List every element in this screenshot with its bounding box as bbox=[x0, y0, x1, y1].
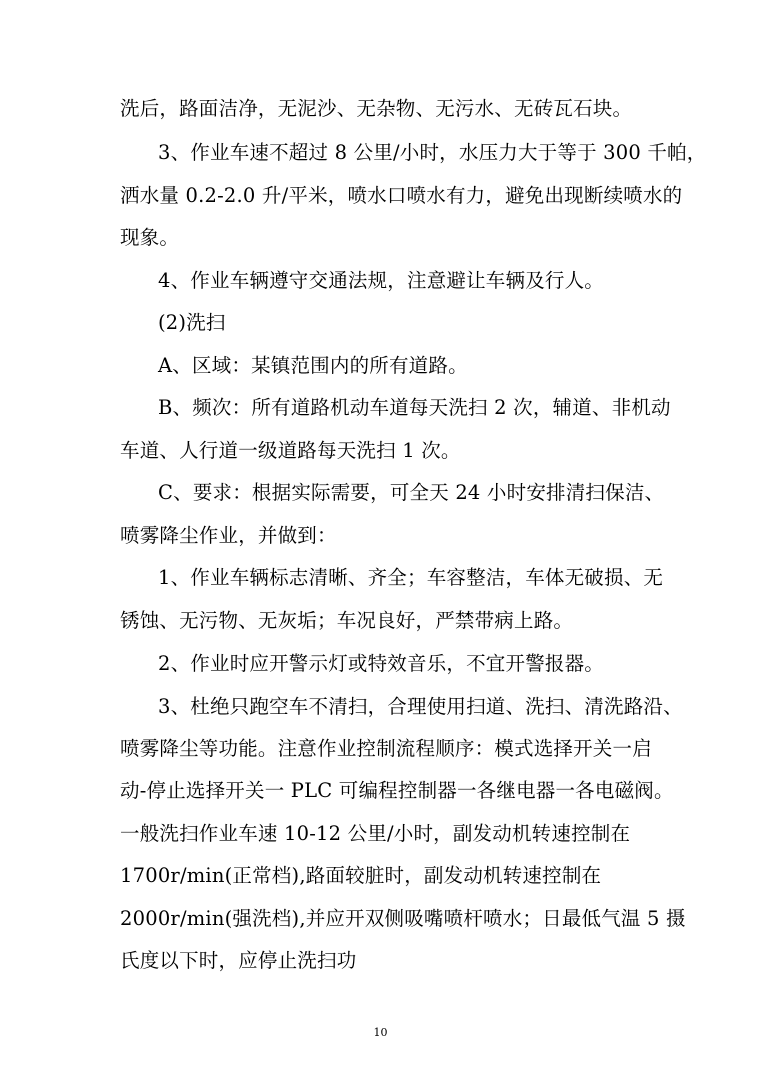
text-line: C、要求：根据实际需要，可全天 24 小时安排清扫保洁、 bbox=[158, 481, 665, 504]
text-line: 洒水量 0.2-2.0 升/平米，喷水口喷水有力，避免出现断续喷水的 bbox=[120, 184, 683, 207]
text-line: 现象。 bbox=[120, 226, 180, 249]
text-line: B、频次：所有道路机动车道每天洗扫 2 次，辅道、非机动 bbox=[158, 396, 671, 419]
text-line: 1700r/min(正常档),路面较脏时，副发动机转速控制在 bbox=[120, 864, 602, 887]
text-line: 洗后，路面洁净，无泥沙、无杂物、无污水、无砖瓦石块。 bbox=[120, 97, 633, 120]
section-heading: (2)洗扫 bbox=[158, 311, 226, 334]
text-line: 1、作业车辆标志清晰、齐全；车容整洁，车体无破损、无 bbox=[158, 566, 664, 589]
text-line: 3、作业车速不超过 8 公里/小时，水压力大于等于 300 千帕， bbox=[158, 141, 707, 164]
text-line: 2000r/min(强洗档),并应开双侧吸嘴喷杆喷水；日最低气温 5 摄 bbox=[120, 907, 686, 930]
text-line: 4、作业车辆遵守交通法规，注意避让车辆及行人。 bbox=[158, 269, 605, 292]
text-line: 一般洗扫作业车速 10-12 公里/小时，副发动机转速控制在 bbox=[120, 822, 631, 845]
text-line: 锈蚀、无污物、无灰垢；车况良好，严禁带病上路。 bbox=[120, 609, 574, 632]
text-line: 2、作业时应开警示灯或特效音乐，不宜开警报器。 bbox=[158, 652, 605, 675]
text-line: 3、杜绝只跑空车不清扫，合理使用扫道、洗扫、清洗路沿、 bbox=[158, 695, 683, 718]
text-line: 动-停止选择开关一 PLC 可编程控制器一各继电器一各电磁阀。 bbox=[120, 779, 674, 802]
text-line: 喷雾降尘等功能。注意作业控制流程顺序：模式选择开关一启 bbox=[120, 737, 652, 760]
text-line: 喷雾降尘作业，并做到： bbox=[120, 524, 337, 547]
text-line: 车道、人行道一级道路每天洗扫 1 次。 bbox=[120, 439, 461, 462]
text-line: 氏度以下时，应停止洗扫功 bbox=[120, 949, 357, 972]
page-number: 10 bbox=[373, 1026, 388, 1039]
text-line: A、区域：某镇范围内的所有道路。 bbox=[158, 354, 468, 377]
